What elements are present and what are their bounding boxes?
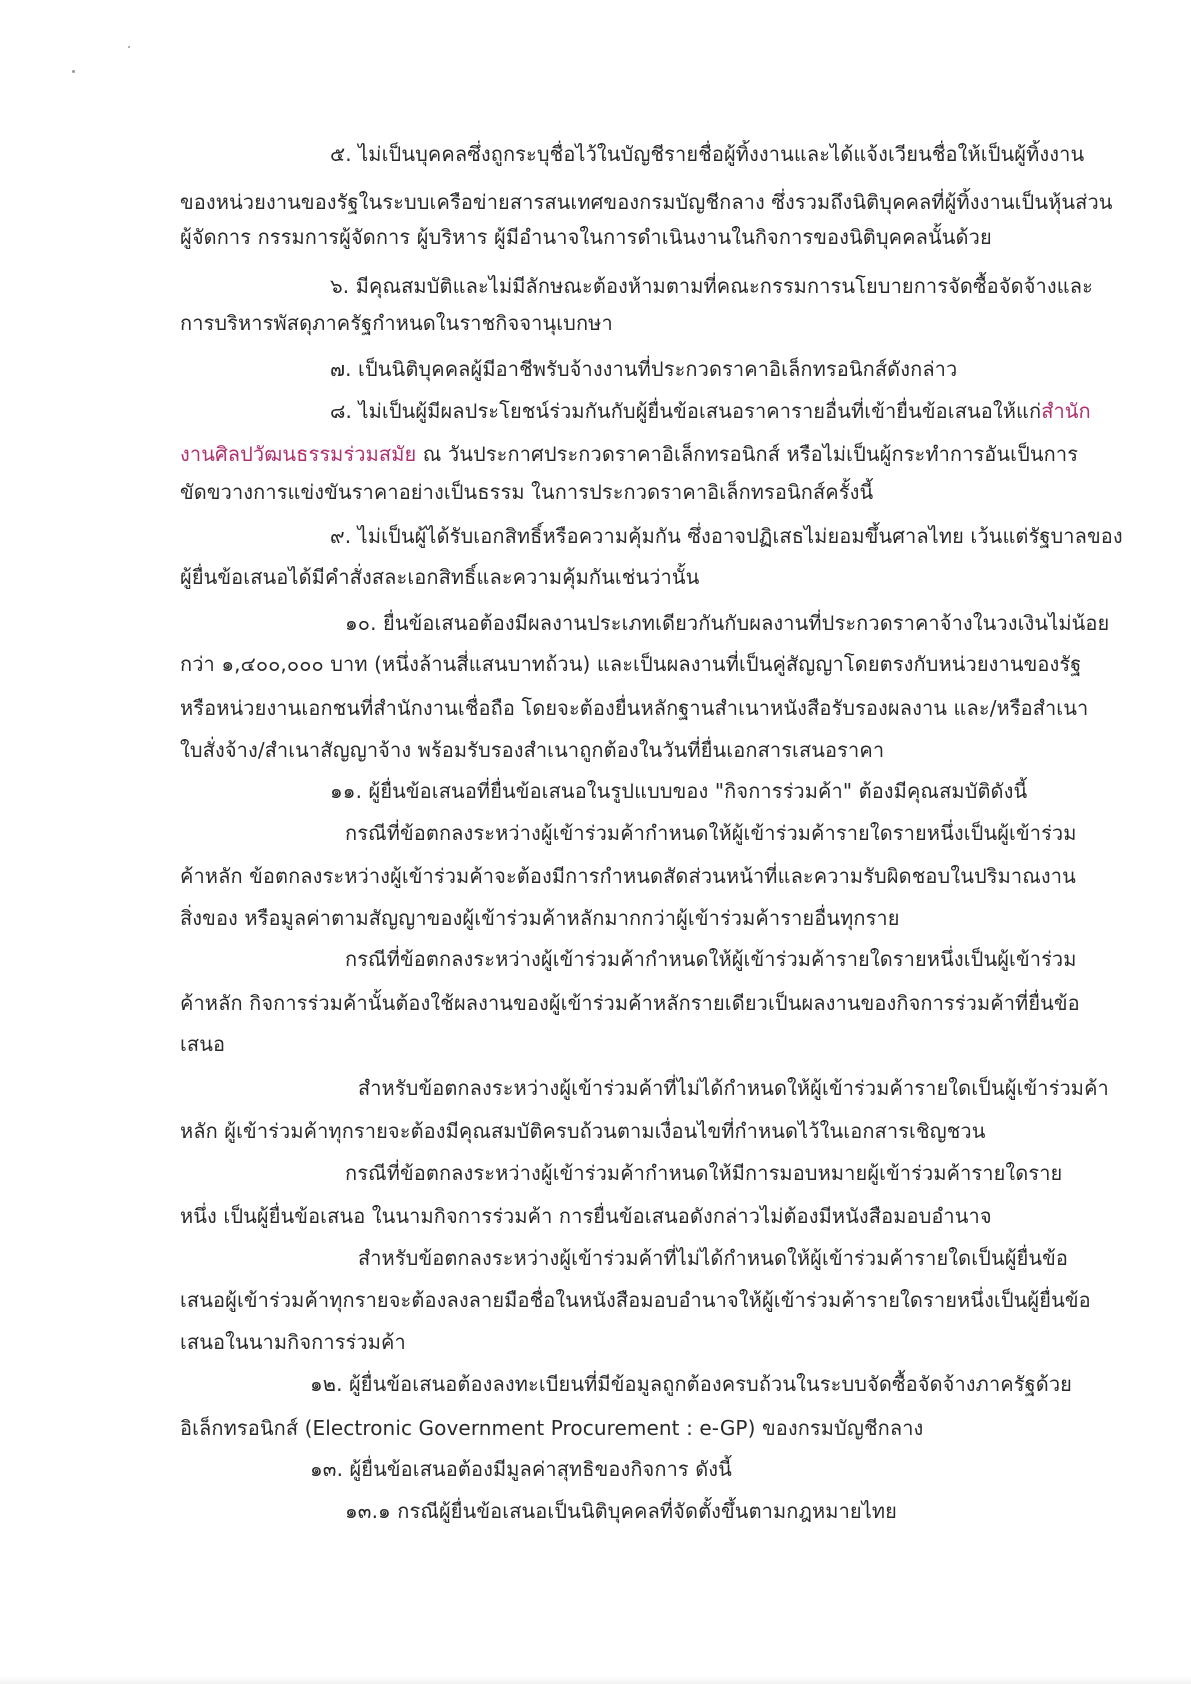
clause-5-line-2: ของหน่วยงานของรัฐในระบบเครือข่ายสารสนเทศของกรมบัญชีกลาง ซึ่งรวมถึงนิติบุคคลที่ผู้ทิ้งงานเป็นหุ้นส่วน — [180, 190, 1113, 214]
clause-8-text: ณ วันประกาศประกวดราคาอิเล็กทรอนิกส์ หรือไม่เป็นผู้กระทำการอันเป็นการ — [416, 442, 1079, 466]
clause-11-para-1-line-1: กรณีที่ข้อตกลงระหว่างผู้เข้าร่วมค้ากำหนดให้ผู้เข้าร่วมค้ารายใดรายหนึ่งเป็นผู้เข้าร่วม — [345, 821, 1077, 845]
clause-11-para-2-line-2: ค้าหลัก กิจการร่วมค้านั้นต้องใช้ผลงานของผู้เข้าร่วมค้าหลักรายเดียวเป็นผลงานของกิจการร่วมค้าที่ยื่นข้อ — [180, 991, 1080, 1015]
clause-9-line-2: ผู้ยื่นข้อเสนอได้มีคำสั่งสละเอกสิทธิ์และความคุ้มกันเช่นว่านั้น — [180, 565, 700, 589]
clause-11-para-1-line-2: ค้าหลัก ข้อตกลงระหว่างผู้เข้าร่วมค้าจะต้องมีการกำหนดสัดส่วนหน้าที่และความรับผิดชอบในปริมาณงาน — [180, 864, 1076, 888]
agency-name-highlight: งานศิลปวัฒนธรรมร่วมสมัย — [180, 442, 417, 466]
clause-11-para-4-line-1: กรณีที่ข้อตกลงระหว่างผู้เข้าร่วมค้ากำหนดให้มีการมอบหมายผู้เข้าร่วมค้ารายใดราย — [345, 1161, 1063, 1185]
clause-11-line-1: ๑๑. ผู้ยื่นข้อเสนอที่ยื่นข้อเสนอในรูปแบบของ "กิจการร่วมค้า" ต้องมีคุณสมบัติดังนี้ — [330, 779, 1028, 803]
scan-speck — [72, 70, 75, 73]
clause-8-line-3: ขัดขวางการแข่งขันราคาอย่างเป็นธรรม ในการประกวดราคาอิเล็กทรอนิกส์ครั้งนี้ — [180, 480, 874, 504]
clause-10-line-4: ใบสั่งจ้าง/สำเนาสัญญาจ้าง พร้อมรับรองสำเนาถูกต้องในวันที่ยื่นเอกสารเสนอราคา — [180, 738, 885, 762]
agency-name-highlight: สำนัก — [1041, 399, 1091, 423]
clause-10-line-3: หรือหน่วยงานเอกชนที่สำนักงานเชื่อถือ โดยจะต้องยื่นหลักฐานสำเนาหนังสือรับรองผลงาน และ/หรือสำเนา — [180, 696, 1089, 720]
clause-11-para-1-line-3: สิ่งของ หรือมูลค่าตามสัญญาของผู้เข้าร่วมค้าหลักมากกว่าผู้เข้าร่วมค้ารายอื่นทุกราย — [180, 906, 900, 930]
clause-8-line-1 — [330, 397, 1091, 425]
clause-11-para-3-line-2: หลัก ผู้เข้าร่วมค้าทุกรายจะต้องมีคุณสมบัติครบถ้วนตามเงื่อนไขที่กำหนดไว้ในเอกสารเชิญชวน — [180, 1119, 986, 1143]
clause-11-para-5-line-3: เสนอในนามกิจการร่วมค้า — [180, 1330, 406, 1354]
clause-11-para-4-line-2: หนึ่ง เป็นผู้ยื่นข้อเสนอ ในนามกิจการร่วมค้า การยื่นข้อเสนอดังกล่าวไม่ต้องมีหนังสือมอบอำนาจ — [180, 1204, 992, 1228]
clause-8-line-2 — [180, 440, 1078, 468]
clause-6-line-2: การบริหารพัสดุภาครัฐกำหนดในราชกิจจานุเบกษา — [180, 311, 613, 335]
clause-9-line-1: ๙. ไม่เป็นผู้ได้รับเอกสิทธิ์หรือความคุ้มกัน ซึ่งอาจปฏิเสธไม่ยอมขึ้นศาลไทย เว้นแต่รัฐบาลของ — [330, 524, 1123, 548]
clause-13-line-1: ๑๓. ผู้ยื่นข้อเสนอต้องมีมูลค่าสุทธิของกิจการ ดังนี้ — [310, 1457, 732, 1481]
clause-11-para-2-line-3: เสนอ — [180, 1032, 226, 1056]
clause-6-line-1: ๖. มีคุณสมบัติและไม่มีลักษณะต้องห้ามตามที่คณะกรรมการนโยบายการจัดซื้อจัดจ้างและ — [330, 274, 1093, 298]
clause-12-line-2: อิเล็กทรอนิกส์ (Electronic Government Procurement : e-GP) ของกรมบัญชีกลาง — [180, 1416, 924, 1440]
clause-8-text: ๘. ไม่เป็นผู้มีผลประโยชน์ร่วมกันกับผู้ยื่นข้อเสนอราคารายอื่นที่เข้ายื่นข้อเสนอให้แก่ — [330, 399, 1042, 423]
clause-11-para-3-line-1: สำหรับข้อตกลงระหว่างผู้เข้าร่วมค้าที่ไม่ได้กำหนดให้ผู้เข้าร่วมค้ารายใดเป็นผู้เข้าร่วมค้า — [358, 1076, 1109, 1100]
scan-bottom-edge — [0, 1676, 1191, 1684]
clause-11-para-5-line-2: เสนอผู้เข้าร่วมค้าทุกรายจะต้องลงลายมือชื่อในหนังสือมอบอำนาจให้ผู้เข้าร่วมค้ารายใดรายหนึ่งเป็นผู้ยื่นข้อ — [180, 1288, 1091, 1312]
clause-12-line-1: ๑๒. ผู้ยื่นข้อเสนอต้องลงทะเบียนที่มีข้อมูลถูกต้องครบถ้วนในระบบจัดซื้อจัดจ้างภาครัฐด้วย — [310, 1372, 1072, 1396]
clause-5-line-3: ผู้จัดการ กรรมการผู้จัดการ ผู้บริหาร ผู้มีอำนาจในการดำเนินงานในกิจการของนิติบุคคลนั้นด้วย — [180, 225, 992, 249]
clause-10-line-2: กว่า ๑,๔๐๐,๐๐๐ บาท (หนึ่งล้านสี่แสนบาทถ้วน) และเป็นผลงานที่เป็นคู่สัญญาโดยตรงกับหน่วยงานของรัฐ — [180, 652, 1082, 676]
clause-11-para-2-line-1: กรณีที่ข้อตกลงระหว่างผู้เข้าร่วมค้ากำหนดให้ผู้เข้าร่วมค้ารายใดรายหนึ่งเป็นผู้เข้าร่วม — [345, 947, 1077, 971]
clause-10-line-1: ๑๐. ยื่นข้อเสนอต้องมีผลงานประเภทเดียวกันกับผลงานที่ประกวดราคาจ้างในวงเงินไม่น้อย — [345, 611, 1110, 635]
clause-13-1-line-1: ๑๓.๑ กรณีผู้ยื่นข้อเสนอเป็นนิติบุคคลที่จัดตั้งขึ้นตามกฎหมายไทย — [345, 1499, 897, 1523]
clause-11-para-5-line-1: สำหรับข้อตกลงระหว่างผู้เข้าร่วมค้าที่ไม่ได้กำหนดให้ผู้เข้าร่วมค้ารายใดเป็นผู้ยื่นข้อ — [358, 1246, 1069, 1270]
clause-7-line-1: ๗. เป็นนิติบุคคลผู้มีอาชีพรับจ้างงานที่ประกวดราคาอิเล็กทรอนิกส์ดังกล่าว — [330, 357, 958, 381]
scan-speck — [128, 46, 130, 48]
clause-5-line-1: ๕. ไม่เป็นบุคคลซึ่งถูกระบุชื่อไว้ในบัญชีรายชื่อผู้ทิ้งงานและได้แจ้งเวียนชื่อให้เป็นผู้ทิ้งงาน — [330, 142, 1085, 166]
